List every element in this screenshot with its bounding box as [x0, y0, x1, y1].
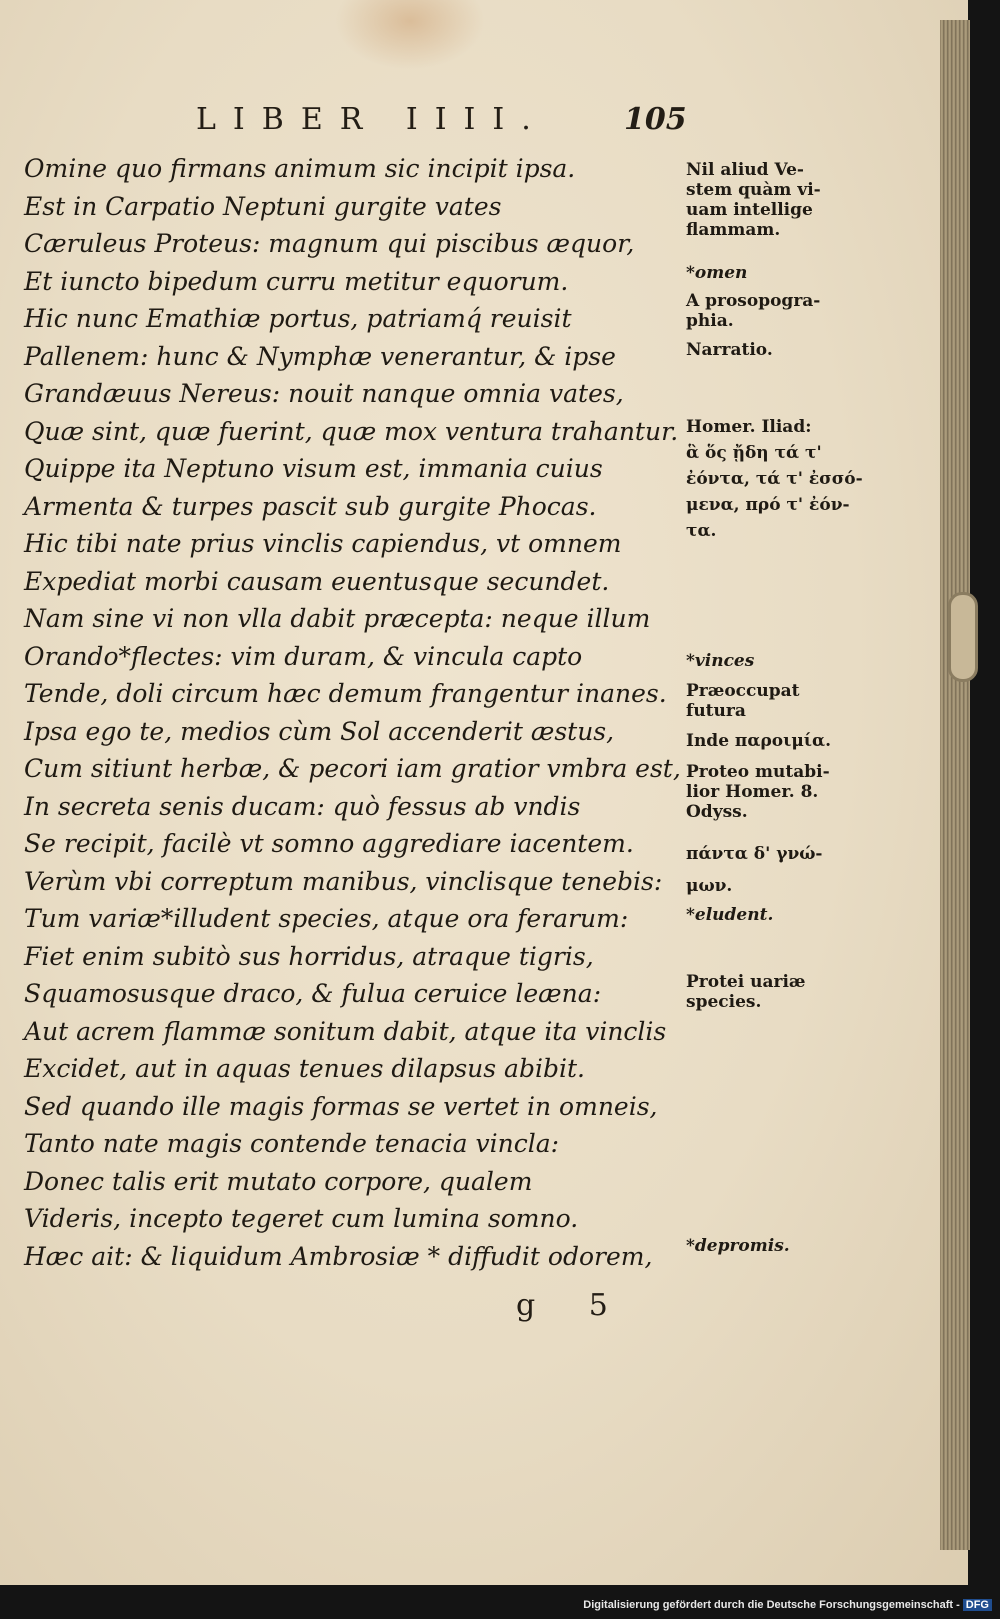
- note-line: μενα, πρό τ' ἐόν-: [686, 495, 850, 515]
- verse-line: Ipsa ego te, medios cùm Sol accenderit æstus,: [24, 716, 615, 746]
- water-stain: [335, 0, 485, 70]
- verse-line: Armenta & turpes pascit sub gurgite Phocas.: [24, 491, 597, 521]
- note-line: Inde παροιμία.: [686, 731, 831, 751]
- note-line: *depromis.: [686, 1236, 790, 1256]
- verse-line: Tende, doli circum hæc demum frangentur inanes.: [24, 679, 667, 708]
- folio-number: 105: [624, 102, 687, 137]
- verse-line: Sed quando ille magis formas se vertet in omneis,: [24, 1091, 658, 1121]
- note-line: flammam.: [686, 220, 781, 240]
- note-line: lior Homer. 8.: [686, 782, 819, 802]
- verse-line: Se recipit, facilè vt somno aggrediare iacentem.: [24, 829, 634, 858]
- note-line: *omen: [686, 263, 748, 283]
- note-line: Homer. Iliad:: [686, 417, 812, 437]
- margin-note-greek-gnomon: [686, 838, 822, 902]
- note-line: τα.: [686, 521, 717, 541]
- verse-line: Cum sitiunt herbæ, & pecori iam gratior vmbra est,: [24, 754, 681, 783]
- margin-note-vestem: [686, 160, 821, 240]
- note-line: πάντα δ' γνώ-: [686, 844, 823, 864]
- note-line: *vinces: [686, 651, 755, 671]
- verse-line: Orando*flectes: vim duram, & vincula capto: [24, 641, 583, 671]
- note-line: uam intellige: [686, 200, 813, 220]
- note-line: A prosopogra-: [686, 291, 821, 311]
- verse-line: Excidet, aut in aquas tenues dilapsus abibit.: [24, 1054, 585, 1083]
- verse-line: Squamosusque draco, & fulua ceruice leæna:: [24, 979, 602, 1008]
- margin-note-proteo: [686, 762, 830, 822]
- verse-line: Et iuncto bipedum curru metitur equorum.: [24, 266, 569, 296]
- note-line: Odyss.: [686, 802, 748, 822]
- note-line: species.: [686, 992, 762, 1012]
- verse-line: Pallenem: hunc & Nymphæ venerantur, & ipse: [24, 341, 616, 371]
- verse-line: Videris, incepto tegeret cum lumina somno.: [24, 1204, 579, 1233]
- note-line: stem quàm vi-: [686, 180, 821, 200]
- verse-line: Tanto nate magis contende tenacia vincla:: [24, 1129, 560, 1158]
- verse-line: Expediat morbi causam euentusque secundet.: [24, 566, 610, 596]
- verse-line: Fiet enim subitò sus horridus, atraque tigris,: [24, 941, 594, 971]
- note-line: μων.: [686, 876, 733, 896]
- verse-line: Grandæuus Nereus: nouit nanque omnia vates,: [24, 379, 624, 408]
- verse-line: Aut acrem flammæ sonitum dabit, atque ita vinclis: [24, 1016, 667, 1046]
- running-title: LIBER IIII.: [196, 102, 548, 137]
- page-header: [0, 102, 940, 142]
- verse-line: Hic tibi nate prius vinclis capiendus, vt omnem: [24, 529, 622, 558]
- margin-note-protei-species: [686, 972, 806, 1012]
- note-line: Protei uariæ: [686, 972, 806, 992]
- margin-note-narratio: [686, 340, 773, 360]
- note-line: ἐόντα, τά τ' ἐσσό-: [686, 469, 863, 489]
- note-line: *eludent.: [686, 905, 774, 925]
- verse-line: Omine quo firmans animum sic incipit ipsa.: [24, 154, 576, 183]
- verse-line: Verùm vbi correptum manibus, vinclisque tenebis:: [24, 866, 663, 896]
- margin-note-omen: [686, 263, 747, 283]
- note-line: ἃ ὅς ᾔδη τά τ': [686, 443, 822, 463]
- verse-line: Donec talis erit mutato corpore, qualem: [24, 1166, 533, 1196]
- verse-line: Cæruleus Proteus: magnum qui piscibus æquor,: [24, 229, 635, 258]
- margin-note-eludent: [686, 905, 773, 925]
- verse-line: Quæ sint, quæ fuerint, quæ mox ventura trahantur.: [24, 416, 679, 446]
- credit-text: Digitalisierung gefördert durch die Deutsche Forschungsgemeinschaft -: [583, 1599, 960, 1611]
- verse-line: Nam sine vi non vlla dabit præcepta: neque illum: [24, 604, 651, 633]
- margin-note-depromis: [686, 1236, 790, 1256]
- verse-line: In secreta senis ducam: quò fessus ab vndis: [24, 791, 581, 821]
- note-line: Præoccupat: [686, 681, 800, 701]
- note-line: Nil aliud Ve-: [686, 160, 804, 180]
- signature-mark: g 5: [516, 1288, 630, 1323]
- margin-note-homer-iliad: [686, 414, 863, 544]
- margin-note-prosopographia: [686, 291, 820, 331]
- digitization-credit: [583, 1599, 992, 1611]
- note-line: futura: [686, 701, 746, 721]
- margin-note-vinces: [686, 651, 754, 671]
- margin-note-inde: [686, 731, 831, 751]
- note-line: phia.: [686, 311, 734, 331]
- page-edges: [940, 20, 970, 1550]
- note-line: Narratio.: [686, 340, 773, 360]
- verse-text: [24, 150, 684, 1275]
- verse-line: Tum variæ*illudent species, atque ora ferarum:: [24, 904, 629, 933]
- dfg-logo: DFG: [963, 1599, 992, 1611]
- verse-line: Hic nunc Emathiæ portus, patriamq́ reuisit: [24, 304, 572, 333]
- note-line: Proteo mutabi-: [686, 762, 830, 782]
- verse-line: Hæc ait: & liquidum Ambrosiæ * diffudit odorem,: [24, 1241, 653, 1271]
- verse-line: Est in Carpatio Neptuni gurgite vates: [24, 191, 502, 221]
- clasp: [948, 592, 978, 682]
- verse-line: Quippe ita Neptuno visum est, immania cuius: [24, 454, 603, 483]
- margin-note-praeoccupat: [686, 681, 799, 721]
